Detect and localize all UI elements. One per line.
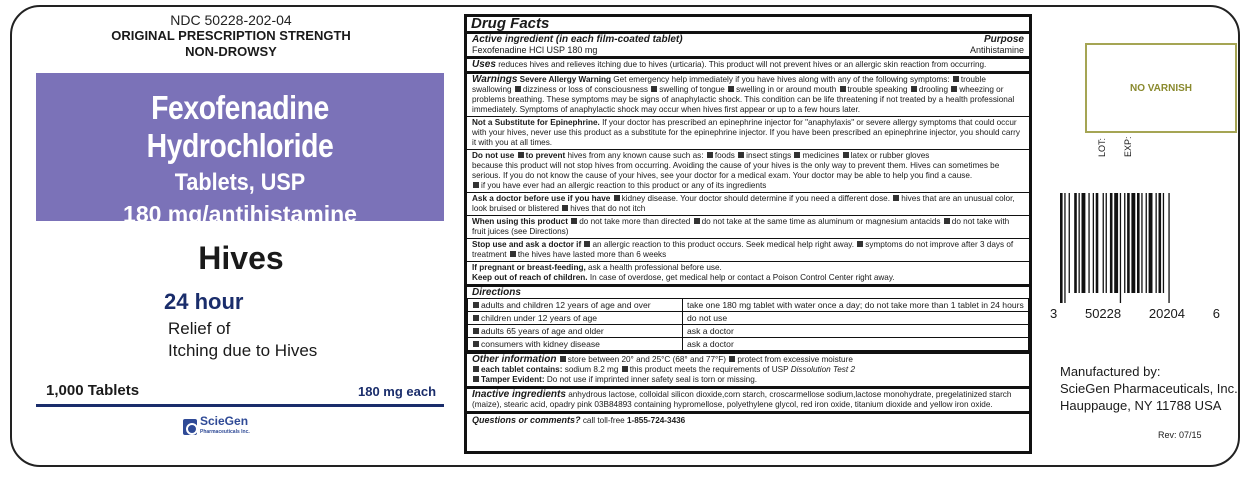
bullet-icon — [473, 182, 479, 188]
bullet-icon — [473, 315, 479, 321]
barcode-bar — [1088, 193, 1089, 293]
bullet-icon — [953, 76, 959, 82]
bullet-icon — [840, 86, 846, 92]
warnings-section — [467, 71, 1029, 116]
pregnancy-heading: If pregnant or breast-feeding, — [472, 263, 586, 272]
directions-section — [467, 284, 1029, 351]
barcode-bar — [1114, 193, 1118, 293]
manufacturer-info — [1060, 363, 1238, 414]
pregnancy-text: ask a health professional before use. — [588, 263, 722, 272]
allergy-heading: Severe Allergy Warning — [519, 75, 611, 84]
reach-heading: Keep out of reach of children. — [472, 273, 588, 282]
barcode-bar — [1079, 193, 1080, 293]
directions-who: adults and children 12 years of age and over — [481, 300, 651, 310]
sodium-heading: each tablet contains: — [481, 365, 563, 374]
bullet-icon — [473, 302, 479, 308]
barcode-bar — [1064, 193, 1065, 303]
tamper-heading: Tamper Evident: — [481, 375, 545, 384]
principal-display-panel — [36, 12, 446, 435]
to-prevent-heading: to prevent — [525, 151, 566, 160]
barcode-bar — [1163, 193, 1164, 293]
barcode-bar — [1168, 193, 1169, 303]
do-not-use-lead: hives from any known cause such as: — [567, 151, 704, 160]
barcode-bar — [1069, 193, 1070, 293]
barcode-digit-4: 6 — [1212, 306, 1220, 321]
divider — [36, 404, 444, 407]
bullet-icon — [729, 356, 735, 362]
when-using-heading: When using this product — [472, 217, 568, 226]
hive-cause: insect stings — [746, 151, 794, 160]
barcode-bar — [1156, 193, 1157, 293]
do-not-use-allergy: if you have ever had an allergic reaction to this product or any of its ingredients — [481, 181, 767, 190]
bullet-icon — [843, 152, 849, 158]
uses-section — [467, 56, 1029, 71]
questions-text: call toll-free — [582, 416, 625, 425]
warnings-heading: Warnings — [472, 74, 518, 85]
barcode-digits — [1050, 306, 1220, 321]
when-using-section — [467, 215, 1029, 238]
bullet-icon — [473, 341, 479, 347]
barcode-bar — [1131, 193, 1135, 293]
bullet-icon — [651, 86, 657, 92]
allergy-symptom: dizziness or loss of consciousness — [522, 85, 651, 94]
other-info-section — [467, 351, 1029, 386]
when-using-item: do not take at the same time as aluminum or magnesium antacids — [701, 217, 943, 226]
bullet-icon — [515, 86, 521, 92]
bullet-icon — [951, 86, 957, 92]
indication-title: Hives — [198, 240, 284, 276]
ask-doctor-section — [467, 192, 1029, 215]
logo-text: ScieGen — [200, 414, 249, 428]
strength-line: ORIGINAL PRESCRIPTION STRENGTH — [111, 28, 351, 43]
revision: Rev: 07/15 — [1158, 430, 1202, 440]
barcode-bar — [1103, 193, 1104, 293]
bullet-icon — [584, 241, 590, 247]
barcode-digit-3: 20204 — [1148, 306, 1186, 321]
epinephrine-heading: Not a Substitute for Epinephrine. — [472, 118, 600, 127]
mfg-line-3: Hauppauge, NY 11788 USA — [1060, 398, 1222, 413]
barcode-bar — [1127, 193, 1130, 293]
usp-test: Dissolution Test 2 — [790, 365, 856, 374]
barcode — [1060, 193, 1220, 303]
active-ingredient-section — [467, 31, 1029, 56]
ndc-number: NDC 50228-202-04 — [170, 12, 292, 28]
bullet-icon — [857, 241, 863, 247]
when-using-item: do not take more than directed — [579, 217, 693, 226]
barcode-bar — [1124, 193, 1125, 293]
uses-heading: Uses — [472, 59, 496, 70]
product-form: Tablets, USP — [174, 169, 306, 196]
bullet-icon — [622, 366, 628, 372]
bullet-icon — [893, 195, 899, 201]
directions-heading: Directions — [472, 287, 521, 298]
directions-row — [468, 338, 1029, 351]
product-strength: 180 mg/antihistamine — [123, 201, 357, 227]
ask-doctor-heading: Ask a doctor before use if you have — [472, 194, 611, 203]
allergy-symptom: drooling — [918, 85, 951, 94]
epinephrine-text: If your doctor has prescribed an epinephrine injector for "anaphylaxis" or severe allergy symptoms that could occur with your hives, never use this product as a substitute for the epinephrine injector. If you have been prescribed an epinephrine injector, you should carry it with you at all times. — [472, 118, 1020, 147]
bullet-icon — [944, 218, 950, 224]
stop-item-2: symptoms do not improve after 3 days of treatment — [472, 240, 1014, 259]
pregnancy-section — [467, 261, 1029, 284]
ask-item-2: hives that are an unusual color, look bruised or blistered — [472, 194, 1015, 213]
duration-claim: 24 hour — [164, 289, 244, 314]
bullet-icon — [560, 356, 566, 362]
bullet-icon — [614, 195, 620, 201]
stop-use-section — [467, 238, 1029, 261]
uses-text: reduces hives and relieves itching due to hives (urticaria). This product will not prevent hives or an allergic skin reaction from occurring. — [498, 60, 987, 69]
moisture-text: protect from excessive moisture — [737, 355, 853, 364]
questions-heading: Questions or comments? — [472, 415, 581, 425]
bullet-icon — [738, 152, 744, 158]
bullet-icon — [911, 86, 917, 92]
directions-who: adults 65 years of age and older — [481, 326, 604, 336]
mfg-line-1: Manufactured by: — [1060, 364, 1161, 379]
stop-item-1: an allergic reaction to this product occurs. Seek medical help right away. — [592, 240, 855, 249]
barcode-bar — [1082, 193, 1086, 293]
bullet-icon — [518, 152, 524, 158]
bullet-icon — [473, 376, 479, 382]
directions-who: consumers with kidney disease — [481, 339, 600, 349]
epinephrine-section — [467, 116, 1029, 149]
usp-text: this product meets the requirements of USP — [629, 365, 789, 374]
sodium-text: sodium 8.2 mg — [564, 365, 619, 374]
barcode-bar — [1074, 193, 1077, 293]
logo-subtext: Pharmaceuticals Inc. — [200, 429, 250, 435]
allergy-symptom: swelling of tongue — [659, 85, 728, 94]
directions-what: ask a doctor — [683, 325, 1029, 338]
barcode-bar — [1141, 193, 1142, 293]
active-ingredient: Fexofenadine HCl USP 180 mg — [472, 45, 598, 55]
lot-label: LOT: — [1097, 137, 1107, 157]
allergy-lead: Get emergency help immediately if you have hives along with any of the following symptoms: — [613, 75, 950, 84]
barcode-bar — [1149, 193, 1153, 293]
allergy-text: These symptoms may be signs of anaphylactic shock. This condition can be life threatening if not treated by a health professional immediately. Symptoms of anaphylactic shock may occur when hives first appear or up to a few hours later. — [472, 95, 1015, 114]
barcode-bar — [1137, 193, 1140, 293]
bullet-icon — [571, 218, 577, 224]
allergy-symptom: swelling in or around mouth — [736, 85, 839, 94]
phone-number: 1-855-724-3436 — [626, 416, 686, 425]
active-ingredient-heading: Active ingredient (in each film-coated tablet) — [472, 34, 683, 45]
other-info-heading: Other information — [472, 354, 557, 365]
mfg-line-2: ScieGen Pharmaceuticals, Inc. — [1060, 381, 1238, 396]
barcode-bar — [1093, 193, 1094, 293]
barcode-bar — [1110, 193, 1113, 293]
ask-item-1: kidney disease. Your doctor should determine if you need a different dose. — [621, 194, 891, 203]
allergy-symptom: trouble swallowing — [472, 75, 986, 94]
directions-what: take one 180 mg tablet with water once a day; do not take more than 1 tablet in 24 hours — [683, 299, 1029, 312]
stop-item-3: the hives have lasted more than 6 weeks — [517, 250, 667, 259]
directions-what: do not use — [683, 312, 1029, 325]
barcode-bar — [1060, 193, 1063, 303]
inactive-section — [467, 386, 1029, 411]
inactive-heading: Inactive ingredients — [472, 389, 566, 400]
barcode-bar — [1120, 193, 1121, 303]
product-name-box — [36, 73, 444, 227]
relief-claim — [168, 318, 317, 362]
do-not-use-heading: Do not use — [472, 151, 515, 160]
bullet-icon — [794, 152, 800, 158]
tamper-text: Do not use if imprinted inner safety seal is torn or missing. — [546, 375, 758, 384]
directions-what: ask a doctor — [683, 338, 1029, 351]
reach-text: In case of overdose, get medical help or contact a Poison Control Center right away. — [589, 273, 895, 282]
relief-line-1: Relief of — [168, 319, 231, 338]
directions-who: children under 12 years of age — [481, 313, 598, 323]
barcode-bar — [1159, 193, 1162, 293]
hive-cause: medicines — [802, 151, 842, 160]
exp-label: EXP: — [1123, 136, 1133, 157]
do-not-use-text: because this product will not stop hives from occurring. Avoiding the cause of your hives is the only way to prevent them. Hives can sometimes be serious. If you do not know the cause of your hives, see your doctor for a medical exam. Your doctor may be able to help you find a cause. — [472, 161, 1000, 180]
relief-line-2: Itching due to Hives — [168, 341, 318, 360]
bullet-icon — [473, 328, 479, 334]
barcode-bar — [1096, 193, 1099, 293]
bullet-icon — [473, 366, 479, 372]
questions-section — [467, 411, 1029, 427]
purpose: Antihistamine — [969, 45, 1024, 55]
allergy-symptom: wheezing or problems breathing. — [472, 85, 1004, 104]
bullet-icon — [510, 251, 516, 257]
directions-row — [468, 312, 1029, 325]
barcode-digit-1: 3 — [1050, 306, 1058, 321]
bullet-icon — [707, 152, 713, 158]
stop-use-heading: Stop use and ask a doctor if — [472, 240, 582, 249]
drug-facts-title: Drug Facts — [471, 15, 550, 32]
inactive-text: anhydrous lactose, colloidal silicon dioxide,corn starch, croscarmellose sodium,lactose monohydrate, pregelatinized starch (maize), stearic acid, opadry pink 03B84893 containing hypromellose, polyethylene glycol, red iron oxide, titanium dioxide and yellow iron oxide. — [472, 390, 1012, 409]
non-drowsy-line: NON-DROWSY — [185, 44, 277, 59]
directions-table — [467, 298, 1029, 351]
directions-row — [468, 325, 1029, 338]
when-using-item: do not take with fruit juices (see Directions) — [472, 217, 1010, 236]
barcode-bar — [1106, 193, 1107, 293]
barcode-bar — [1146, 193, 1147, 293]
no-varnish-box — [1085, 43, 1237, 133]
storage-text: store between 20° and 25°C (68° and 77°F) — [567, 355, 727, 364]
drug-facts-panel — [464, 14, 1032, 454]
barcode-digit-2: 50228 — [1084, 306, 1122, 321]
bullet-icon — [694, 218, 700, 224]
bullet-icon — [562, 205, 568, 211]
ask-item-3: hives that do not itch — [570, 204, 646, 213]
directions-row — [468, 299, 1029, 312]
dose-each: 180 mg each — [358, 384, 437, 399]
company-logo — [183, 416, 250, 438]
purpose-heading: Purpose — [983, 34, 1024, 45]
no-varnish-text: NO VARNISH — [1129, 82, 1193, 94]
hive-cause: latex or rubber gloves — [850, 151, 930, 160]
logo-icon — [183, 419, 197, 435]
hive-cause: foods — [714, 151, 738, 160]
bullet-icon — [728, 86, 734, 92]
do-not-use-section — [467, 149, 1029, 192]
cause-list — [706, 151, 930, 160]
product-name: Fexofenadine Hydrochloride — [146, 89, 334, 164]
tablet-count: 1,000 Tablets — [46, 382, 140, 399]
allergy-symptom: trouble speaking — [847, 85, 910, 94]
